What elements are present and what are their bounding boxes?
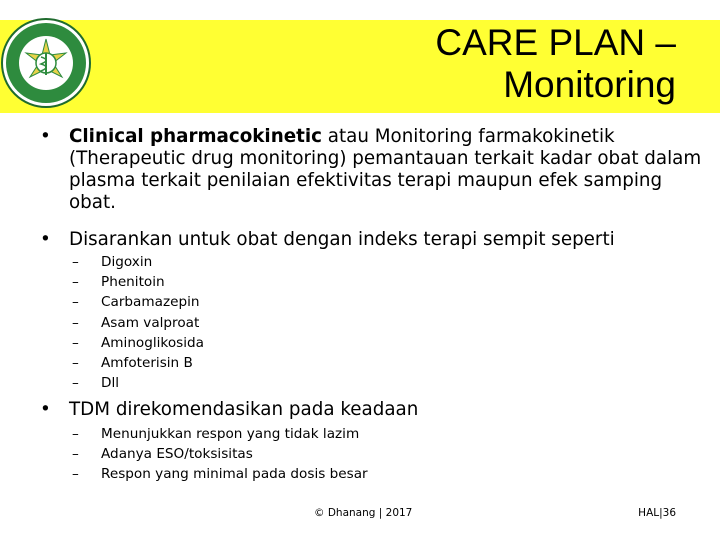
drug-list [40, 252, 204, 393]
bullet-narrow-index [40, 229, 709, 251]
dash-icon: – [72, 294, 79, 311]
list-item: – Respon yang minimal pada dosis besar [40, 464, 368, 484]
list-item: – Carbamazepin [40, 292, 204, 312]
footer-copyright: © Dhanang | 2017 [314, 507, 413, 519]
list-item: – Aminoglikosida [40, 333, 204, 353]
dash-icon: – [72, 274, 79, 291]
bullet-dot-icon: • [40, 229, 51, 250]
footer-page-number: HAL|36 [638, 507, 676, 519]
dash-icon: – [72, 426, 79, 442]
dash-icon: – [72, 466, 79, 483]
dash-icon: – [72, 355, 79, 372]
condition-list [40, 424, 368, 485]
list-item: – Phenitoin [40, 272, 204, 292]
slide-title [435, 22, 676, 106]
list-item: – Amfoterisin B [40, 353, 204, 373]
list-item: – Adanya ESO/toksisitas [40, 444, 368, 464]
bullet-dot-icon: • [40, 399, 51, 420]
dash-icon: – [72, 254, 79, 270]
bullet2-text: Disarankan untuk obat dengan indeks terapi sempit seperti [69, 229, 615, 250]
bullet-tdm-definition [40, 126, 709, 214]
list-item: – Asam valproat [40, 313, 204, 333]
dash-icon: – [72, 314, 79, 331]
title-line-2: Monitoring [503, 64, 676, 105]
title-line-1: CARE PLAN – [435, 22, 676, 63]
bullet-dot-icon: • [40, 126, 51, 147]
list-item: – Digoxin [40, 252, 204, 272]
bullet1-bold: Clinical pharmacokinetic [69, 126, 322, 147]
bullet3-text: TDM direkomendasikan pada keadaan [69, 399, 419, 420]
list-item: – Dll [40, 373, 204, 393]
dash-icon: – [72, 446, 79, 463]
list-item: – Menunjukkan respon yang tidak lazim [40, 424, 368, 444]
dash-icon: – [72, 375, 79, 392]
institution-seal-icon [0, 17, 92, 109]
bullet1-text: atau Monitoring farmakokinetik (Therapeutic drug monitoring) pemantauan terkait kadar obat dalam plasma terkait penilaian efektivitas terapi maupun efek samping obat. [69, 126, 702, 213]
dash-icon: – [72, 334, 79, 351]
bullet-tdm-recommended [40, 399, 418, 421]
